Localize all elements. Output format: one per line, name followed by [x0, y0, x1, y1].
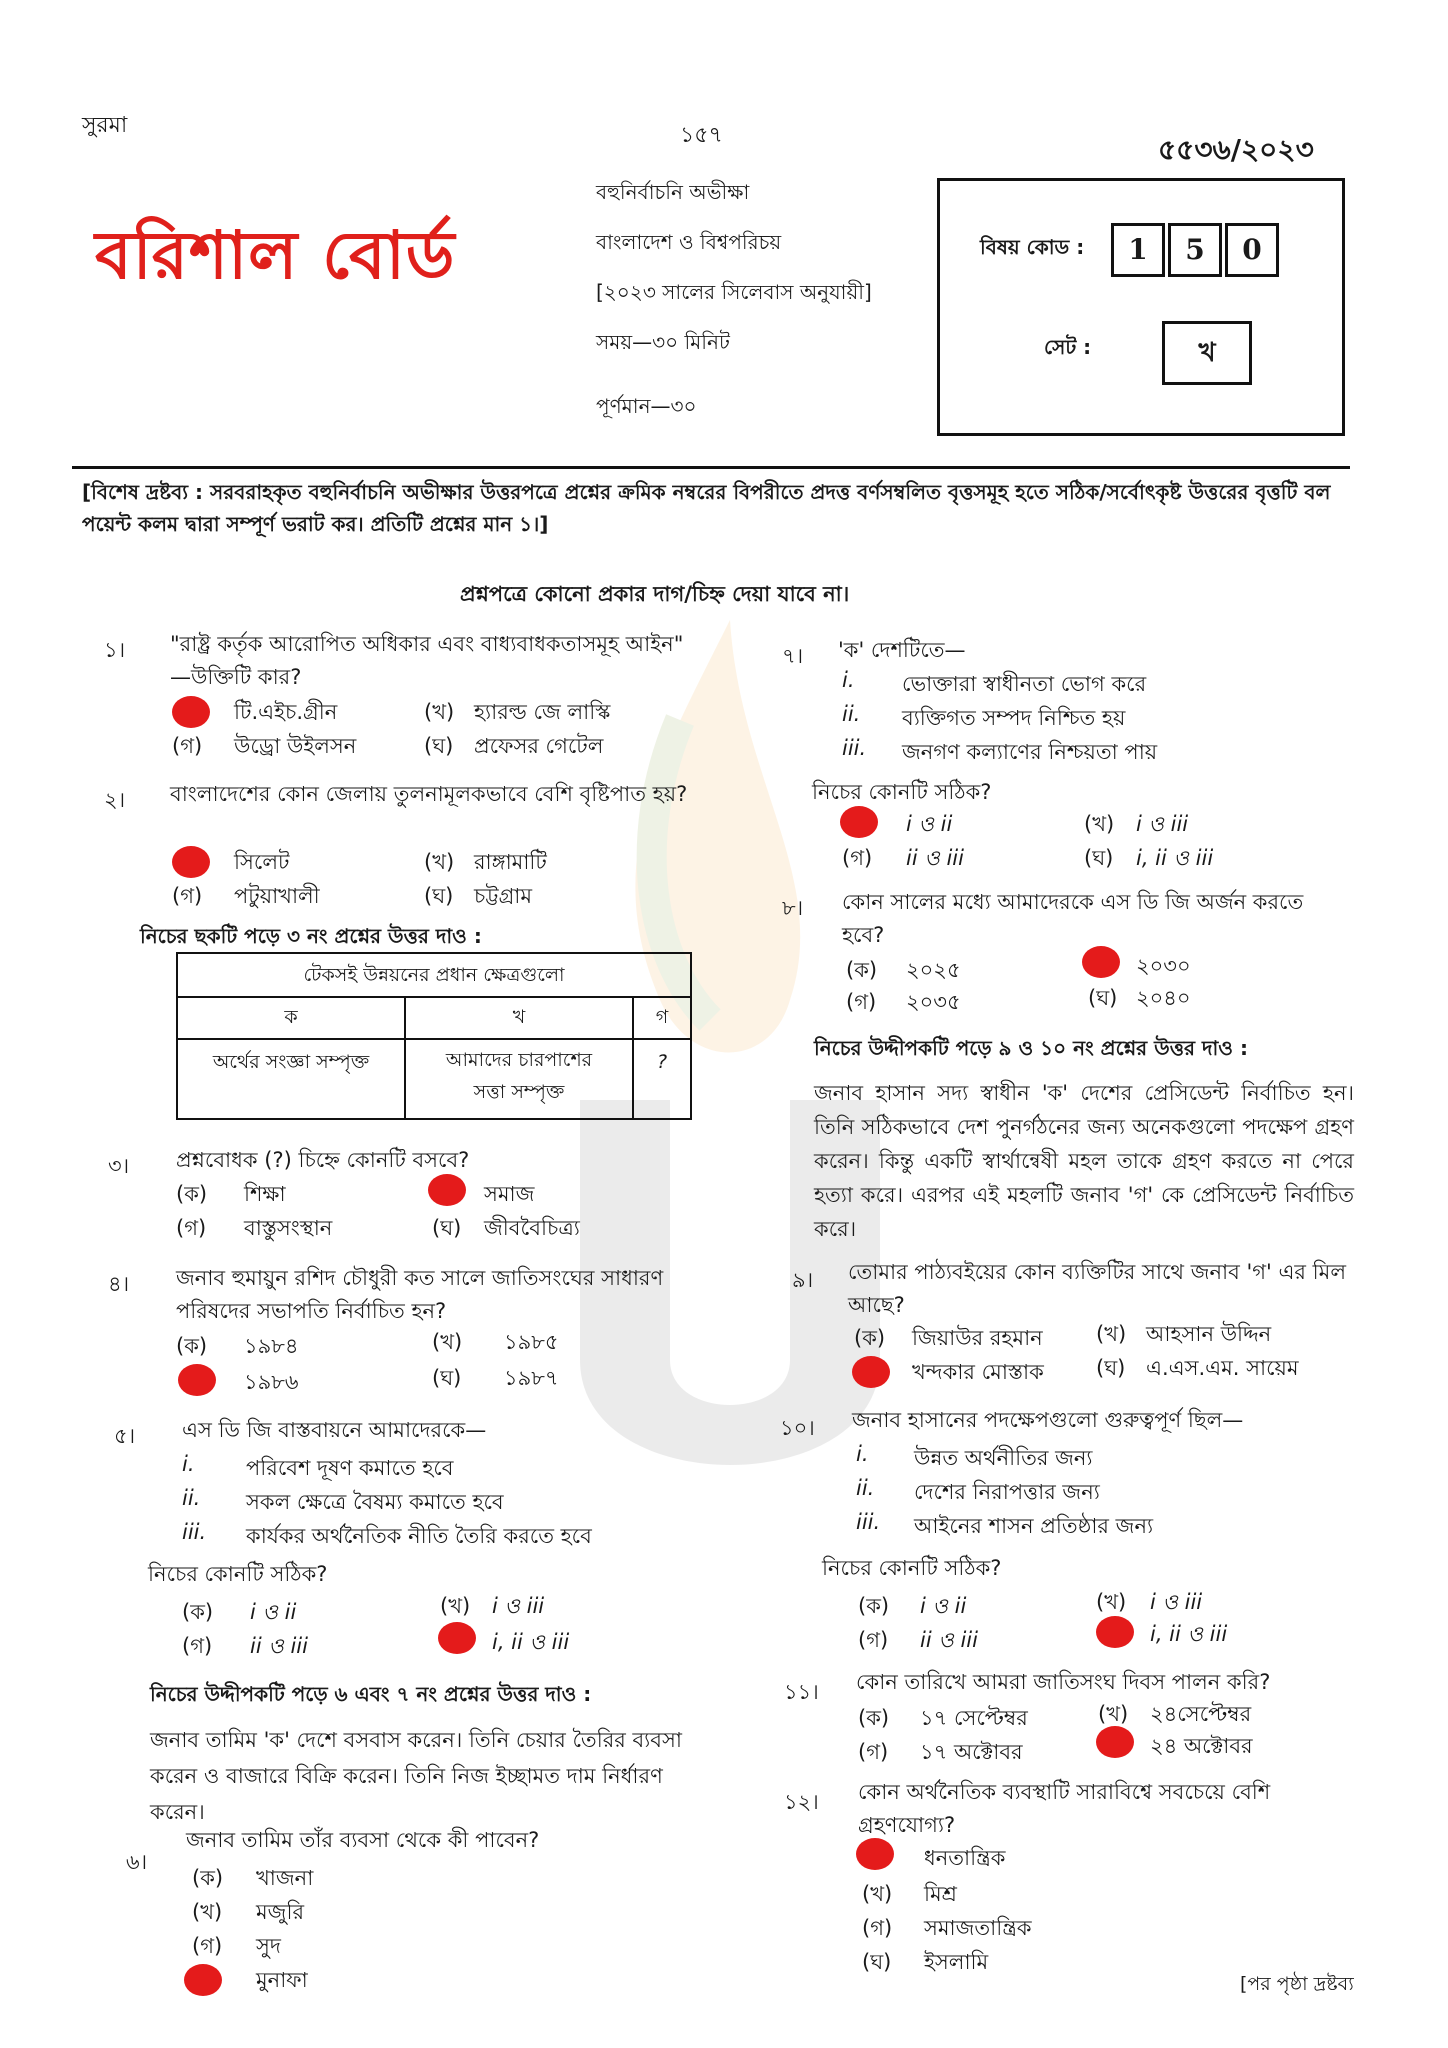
answer-mark: [178, 1364, 216, 1396]
table-header: ক: [178, 996, 406, 1040]
answer-mark: [172, 846, 210, 878]
stimulus-passage: জনাব তামিম 'ক' দেশে বসবাস করেন। তিনি চেয়ার তৈরির ব্যবসা করেন ও বাজারে বিক্রি করেন। তিনি নিজ ইচ্ছামত দাম নির্ধারণ করেন।: [150, 1728, 682, 1824]
option-label: (খ): [1096, 1322, 1127, 1346]
option-label: (খ): [862, 1882, 893, 1906]
option-text: খন্দকার মোস্তাক: [912, 1360, 1044, 1384]
option-label: (ঘ): [424, 884, 454, 908]
statement-text: ব্যক্তিগত সম্পদ নিশ্চিত হয়: [902, 706, 1126, 730]
subject-code-box: [937, 178, 1345, 436]
option-label: (ক): [858, 1594, 890, 1618]
option-text: মুনাফা: [256, 1968, 308, 1992]
option-text: i ও ii: [920, 1594, 967, 1618]
option-label: (গ): [846, 990, 877, 1014]
option-label: (খ): [440, 1594, 471, 1618]
question-text: কোন তারিখে আমরা জাতিসংঘ দিবস পালন করি?: [856, 1670, 1271, 1694]
question-text: কোন অর্থনৈতিক ব্যবস্থাটি সারাবিশ্বে সবচেয়ে বেশি গ্রহণযোগ্য?: [858, 1780, 1271, 1837]
question-number: ৮।: [782, 896, 804, 920]
option-text: সুদ: [256, 1934, 281, 1958]
question-number: ২।: [104, 788, 126, 812]
subject-code-digit: 0: [1225, 223, 1279, 277]
statement-text: জনগণ কল্যাণের নিশ্চয়তা পায়: [902, 740, 1158, 764]
option-text: ii ও iii: [250, 1634, 308, 1658]
option-label: (ঘ): [862, 1950, 892, 1974]
question-text: জনাব হুমায়ুন রশিদ চৌধুরী কত সালে জাতিসংঘের সাধারণ পরিষদের সভাপতি নির্বাচিত হন?: [176, 1266, 664, 1323]
option-text: খাজনা: [256, 1866, 314, 1890]
exam-time: সময়—৩০ মিনিট: [596, 330, 730, 354]
option-label: (গ): [192, 1934, 223, 1958]
option-label: (খ): [432, 1330, 463, 1354]
option-text: ১৯৮৭: [504, 1366, 559, 1390]
stem-instruction: নিচের উদ্দীপকটি পড়ে ৬ এবং ৭ নং প্রশ্নের উত্তর দাও :: [150, 1682, 592, 1706]
publisher: সুরমা: [82, 113, 128, 138]
option-label: (গ): [176, 1216, 207, 1240]
option-label: (ক): [182, 1600, 214, 1624]
exam-type: বহুনির্বাচনি অভীক্ষা: [596, 180, 750, 204]
option-text: ২০৩০: [1136, 954, 1191, 978]
question-number: ১।: [104, 638, 126, 662]
statement-text: আইনের শাসন প্রতিষ্ঠার জন্য: [914, 1514, 1154, 1538]
option-text: শিক্ষা: [244, 1182, 286, 1206]
option-label: (ক): [854, 1326, 886, 1350]
reference-number: ৫৫৩৬/২০২৩: [1158, 133, 1314, 166]
option-text: চট্টগ্রাম: [474, 884, 533, 908]
option-text: ১৭ সেপ্টেম্বর: [920, 1706, 1028, 1730]
option-text: ii ও iii: [920, 1628, 978, 1652]
statement-roman: i.: [856, 1442, 869, 1466]
question-number: ৪।: [108, 1272, 130, 1296]
statement-text: সকল ক্ষেত্রে বৈষম্য কমাতে হবে: [246, 1490, 504, 1514]
full-marks: পূর্ণমান—৩০: [596, 394, 697, 418]
set-label: সেট :: [1044, 335, 1092, 359]
question-ask: নিচের কোনটি সঠিক?: [812, 780, 992, 804]
option-label: (খ): [192, 1900, 223, 1924]
special-note: [বিশেষ দ্রষ্টব্য : সরবরাহকৃত বহুনির্বাচনি অভীক্ষার উত্তরপত্রে প্রশ্নের ক্রমিক নম্বরের বিপরীতে প্রদত্ত বর্ণসম্বলিত বৃত্তসমূহ হতে সঠিক/সর্বোৎকৃষ্ট উত্তরের বৃত্তটি বল পয়েন্ট কলম দ্বারা সম্পূর্ণ ভরাট কর। প্রতিটি প্রশ্নের মান ১।]: [82, 480, 1331, 536]
option-text: বাস্তুসংস্থান: [244, 1216, 333, 1240]
option-label: (ক): [846, 958, 878, 982]
statement-roman: ii.: [856, 1476, 875, 1500]
question-text: "রাষ্ট্র কর্তৃক আরোপিত অধিকার এবং বাধ্যবাধকতাসমূহ আইন" —উক্তিটি কার?: [170, 632, 684, 689]
option-text: মিশ্র: [924, 1882, 957, 1906]
board-title: বরিশাল বোর্ড: [95, 217, 456, 294]
option-label: (ঘ): [424, 734, 454, 758]
option-text: প্রফেসর গেটেল: [474, 734, 604, 758]
syllabus-note: [২০২৩ সালের সিলেবাস অনুযায়ী]: [596, 280, 872, 304]
page-number: ১৫৭: [680, 123, 723, 148]
answer-mark: [184, 1964, 222, 1996]
option-text: ২০৩৫: [906, 990, 961, 1014]
question-number: ৩।: [108, 1154, 130, 1178]
option-label: (ঘ): [432, 1366, 462, 1390]
statement-text: দেশের নিরাপত্তার জন্য: [914, 1480, 1100, 1504]
statement-roman: i.: [842, 668, 855, 692]
option-label: (গ): [842, 846, 873, 870]
option-text: ২৪ অক্টোবর: [1150, 1734, 1253, 1758]
option-text: ধনতান্ত্রিক: [924, 1846, 1006, 1870]
statement-roman: iii.: [182, 1520, 207, 1544]
option-label: (গ): [862, 1916, 893, 1940]
option-label: (গ): [182, 1634, 213, 1658]
option-text: i, ii ও iii: [1136, 846, 1214, 870]
subject-code-digit: 5: [1168, 223, 1222, 277]
option-text: জিয়াউর রহমান: [912, 1326, 1043, 1350]
option-text: জীববৈচিত্র্য: [484, 1216, 580, 1240]
question-text: এস ডি জি বাস্তবায়নে আমাদেরকে—: [182, 1418, 487, 1442]
statement-text: উন্নত অর্থনীতির জন্য: [914, 1446, 1093, 1470]
answer-mark: [438, 1622, 476, 1654]
answer-mark: [428, 1174, 466, 1206]
question-text: কোন সালের মধ্যে আমাদেরকে এস ডি জি অর্জন করতে হবে?: [842, 890, 1304, 947]
question-number: ১০।: [780, 1416, 815, 1440]
statement-roman: iii.: [842, 736, 867, 760]
option-text: i, ii ও iii: [492, 1630, 570, 1654]
option-text: ii ও iii: [906, 846, 964, 870]
option-text: i ও iii: [1150, 1590, 1203, 1614]
option-text: ২০৪০: [1136, 986, 1191, 1010]
stimulus-passage: জনাব হাসান সদ্য স্বাধীন 'ক' দেশের প্রেসিডেন্ট নির্বাচিত হন। তিনি সঠিকভাবে দেশ পুনর্গঠনের জন্য অনেকগুলো পদক্ষেপ গ্রহণ করেন। কিন্তু একটি স্বার্থান্বেষী মহল তাকে গ্রহণ করতে না পেরে হত্যা করে। এরপর এই মহলটি জনাব 'গ' কে প্রেসিডেন্ট নির্বাচিত করে।: [814, 1081, 1354, 1241]
option-label: (খ): [1084, 812, 1115, 836]
question-ask: নিচের কোনটি সঠিক?: [822, 1556, 1002, 1580]
option-label: (ঘ): [432, 1216, 462, 1240]
info-table: [176, 952, 692, 1120]
option-text: টি.এইচ.গ্রীন: [234, 700, 338, 724]
option-text: এ.এস.এম. সায়েম: [1146, 1356, 1299, 1380]
subject-code-digit: 1: [1111, 223, 1165, 277]
question-text: প্রশ্নবোধক (?) চিহ্নে কোনটি বসবে?: [176, 1148, 470, 1172]
question-number: ৯।: [792, 1268, 814, 1292]
option-text: i ও ii: [250, 1600, 297, 1624]
option-text: সিলেট: [234, 850, 290, 874]
question-number: ১২।: [784, 1790, 819, 1814]
option-text: ২০২৫: [906, 958, 961, 982]
option-label: (গ): [858, 1740, 889, 1764]
option-label: (খ): [424, 850, 455, 874]
option-text: ২৪সেপ্টেম্বর: [1150, 1702, 1252, 1726]
answer-mark: [1096, 1726, 1134, 1758]
subject-name: বাংলাদেশ ও বিশ্বপরিচয়: [596, 230, 782, 254]
option-label: (খ): [424, 700, 455, 724]
subject-code-label: বিষয় কোড :: [980, 235, 1085, 259]
option-text: উড্রো উইলসন: [234, 734, 357, 758]
table-cell: ?: [656, 1051, 668, 1073]
option-text: ১৯৮৪: [244, 1334, 299, 1358]
option-text: i ও iii: [492, 1594, 545, 1618]
option-text: ১৯৮৫: [504, 1330, 559, 1354]
statement-roman: ii.: [182, 1486, 201, 1510]
option-label: (খ): [1098, 1702, 1129, 1726]
option-label: (ক): [176, 1334, 208, 1358]
statement-roman: iii.: [856, 1510, 881, 1534]
option-text: পটুয়াখালী: [234, 884, 320, 908]
answer-mark: [856, 1838, 894, 1870]
question-number: ৬।: [126, 1850, 148, 1874]
question-text: বাংলাদেশের কোন জেলায় তুলনামূলকভাবে বেশি বৃষ্টিপাত হয়?: [170, 782, 688, 806]
answer-mark: [172, 696, 210, 728]
statement-roman: ii.: [842, 702, 861, 726]
option-text: i ও iii: [1136, 812, 1189, 836]
option-label: (ক): [176, 1182, 208, 1206]
option-text: ১৯৮৬: [244, 1370, 299, 1394]
table-header: খ: [406, 996, 634, 1040]
answer-mark: [1096, 1616, 1134, 1648]
question-number: ১১।: [784, 1680, 819, 1704]
option-text: সমাজতান্ত্রিক: [924, 1916, 1032, 1940]
question-number: ৭।: [782, 644, 804, 668]
table-cell: অর্থের সংজ্ঞা সম্পৃক্ত: [178, 1040, 406, 1118]
statement-text: কার্যকর অর্থনৈতিক নীতি তৈরি করতে হবে: [246, 1524, 592, 1548]
option-label: (গ): [172, 884, 203, 908]
set-value: খ: [1162, 321, 1252, 385]
option-label: (গ): [858, 1628, 889, 1652]
answer-mark: [840, 806, 878, 838]
option-label: (ঘ): [1096, 1356, 1126, 1380]
statement-roman: i.: [182, 1452, 195, 1476]
option-text: i, ii ও iii: [1150, 1622, 1228, 1646]
answer-mark: [1082, 946, 1120, 978]
header-divider: [72, 466, 1350, 469]
question-ask: নিচের কোনটি সঠিক?: [148, 1562, 328, 1586]
statement-text: পরিবেশ দূষণ কমাতে হবে: [246, 1456, 454, 1480]
option-text: ১৭ অক্টোবর: [920, 1740, 1023, 1764]
option-label: (গ): [172, 734, 203, 758]
next-page-note: [পর পৃষ্ঠা দ্রষ্টব্য: [1240, 1973, 1354, 1995]
option-label: (ক): [858, 1706, 890, 1730]
table-title: টেকসই উন্নয়নের প্রধান ক্ষেত্রগুলো: [178, 954, 690, 998]
option-text: মজুরি: [256, 1900, 305, 1924]
table-cell: সত্তা সম্পৃক্ত: [473, 1081, 565, 1103]
option-label: (ক): [192, 1866, 224, 1890]
answer-mark: [852, 1356, 890, 1388]
option-text: রাঙ্গামাটি: [474, 850, 547, 874]
question-text: 'ক' দেশটিতে—: [838, 638, 966, 662]
table-cell: আমাদের চারপাশের: [445, 1049, 593, 1071]
question-text: জনাব হাসানের পদক্ষেপগুলো গুরুত্বপূর্ণ ছিল—: [852, 1408, 1244, 1432]
stem-instruction: নিচের উদ্দীপকটি পড়ে ৯ ও ১০ নং প্রশ্নের উত্তর দাও :: [814, 1036, 1248, 1060]
option-label: (খ): [1096, 1590, 1127, 1614]
option-label: (ঘ): [1088, 986, 1118, 1010]
table-header: গ: [634, 996, 690, 1040]
question-number: ৫।: [114, 1424, 136, 1448]
warning-text: প্রশ্নপত্রে কোনো প্রকার দাগ/চিহ্ন দেয়া যাবে না।: [460, 582, 850, 606]
option-text: আহসান উদ্দিন: [1146, 1322, 1272, 1346]
question-text: তোমার পাঠ্যবইয়ের কোন ব্যক্তিটির সাথে জনাব 'গ' এর মিল আছে?: [848, 1260, 1346, 1317]
question-text: জনাব তামিম তাঁর ব্যবসা থেকে কী পাবেন?: [186, 1828, 540, 1852]
option-label: (ঘ): [1084, 846, 1114, 870]
option-text: i ও ii: [906, 812, 953, 836]
stem-instruction: নিচের ছকটি পড়ে ৩ নং প্রশ্নের উত্তর দাও :: [140, 924, 482, 948]
option-text: ইসলামি: [924, 1950, 989, 1974]
option-text: সমাজ: [484, 1182, 535, 1206]
option-text: হ্যারল্ড জে লাস্কি: [474, 700, 611, 724]
statement-text: ভোক্তারা স্বাধীনতা ভোগ করে: [902, 672, 1147, 696]
